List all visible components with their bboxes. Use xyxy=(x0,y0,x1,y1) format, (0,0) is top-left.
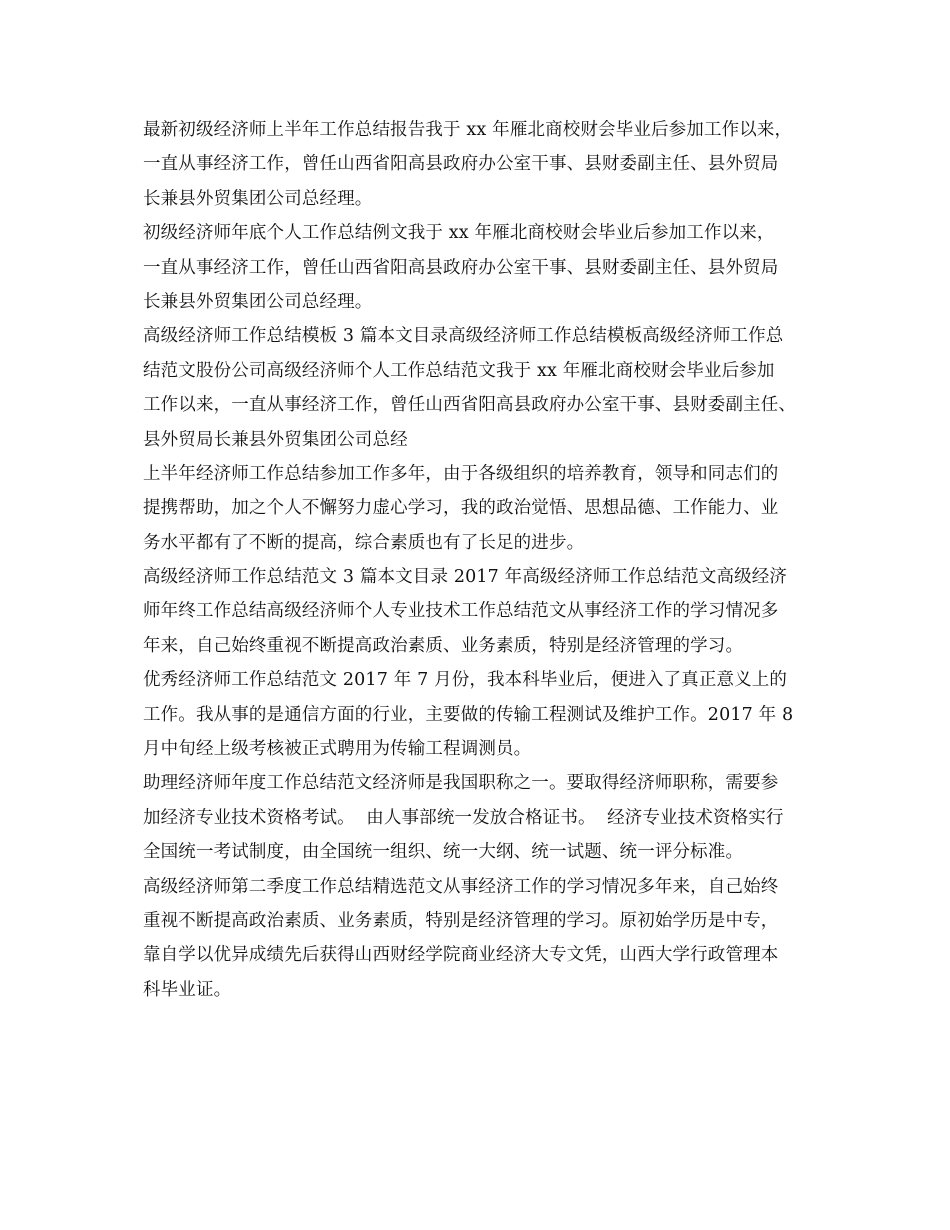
text-line: 科毕业证。 xyxy=(143,979,232,1000)
paragraph xyxy=(143,457,833,560)
text-line: 全国统一考试制度，由全国统一组织、统一大纲、统一试题、统一评分标准。 xyxy=(143,842,744,863)
paragraph xyxy=(143,319,833,457)
text-line: 县外贸局长兼县外贸集团公司总经 xyxy=(143,429,408,450)
text-line: 工作。我从事的是通信方面的行业，主要做的传输工程测试及维护工作。2017 年 8 xyxy=(143,704,794,725)
paragraph xyxy=(143,766,833,869)
paragraph xyxy=(143,663,833,766)
text-line: 年来，自己始终重视不断提高政治素质、业务素质，特别是经济管理的学习。 xyxy=(143,635,744,656)
paragraph xyxy=(143,560,833,663)
text-line: 靠自学以优异成绩先后获得山西财经学院商业经济大专文凭，山西大学行政管理本 xyxy=(143,945,779,966)
text-line: 一直从事经济工作，曾任山西省阳高县政府办公室干事、县财委副主任、县外贸局 xyxy=(143,257,779,278)
text-line: 上半年经济师工作总结参加工作多年，由于各级组织的培养教育，领导和同志们的 xyxy=(143,463,779,484)
document-body xyxy=(143,113,833,1007)
text-line: 优秀经济师工作总结范文 2017 年 7 月份，我本科毕业后，便进入了真正意义上的 xyxy=(143,670,788,691)
text-line: 高级经济师工作总结范文 3 篇本文目录 2017 年高级经济师工作总结范文高级经济 xyxy=(143,567,788,588)
text-line: 结范文股份公司高级经济师个人工作总结范文我于 xx 年雁北商校财会毕业后参加 xyxy=(143,360,775,381)
paragraph xyxy=(143,870,833,1008)
text-line: 工作以来，一直从事经济工作，曾任山西省阳高县政府办公室干事、县财委副主任、 xyxy=(143,395,797,416)
text-line: 助理经济师年度工作总结范文经济师是我国职称之一。要取得经济师职称，需要参 xyxy=(143,773,779,794)
text-line: 一直从事经济工作，曾任山西省阳高县政府办公室干事、县财委副主任、县外贸局 xyxy=(143,154,779,175)
text-line: 加经济专业技术资格考试。 由人事部统一发放合格证书。 经济专业技术资格实行 xyxy=(143,807,784,828)
paragraph xyxy=(143,216,833,319)
paragraph xyxy=(143,113,833,216)
text-line: 长兼县外贸集团公司总经理。 xyxy=(143,291,373,312)
text-line: 初级经济师年底个人工作总结例文我于 xx 年雁北商校财会毕业后参加工作以来， xyxy=(143,223,775,244)
text-line: 长兼县外贸集团公司总经理。 xyxy=(143,188,373,209)
text-line: 高级经济师第二季度工作总结精选范文从事经济工作的学习情况多年来，自己始终 xyxy=(143,876,779,897)
text-line: 高级经济师工作总结模板 3 篇本文目录高级经济师工作总结模板高级经济师工作总 xyxy=(143,326,784,347)
text-line: 重视不断提高政治素质、业务素质，特别是经济管理的学习。原初始学历是中专， xyxy=(143,910,779,931)
text-line: 师年终工作总结高级经济师个人专业技术工作总结范文从事经济工作的学习情况多 xyxy=(143,601,779,622)
text-line: 提携帮助，加之个人不懈努力虚心学习，我的政治觉悟、思想品德、工作能力、业 xyxy=(143,498,779,519)
text-line: 务水平都有了不断的提高，综合素质也有了长足的进步。 xyxy=(143,532,585,553)
text-line: 最新初级经济师上半年工作总结报告我于 xx 年雁北商校财会毕业后参加工作以来， xyxy=(143,120,793,140)
text-line: 月中旬经上级考核被正式聘用为传输工程调测员。 xyxy=(143,739,532,760)
